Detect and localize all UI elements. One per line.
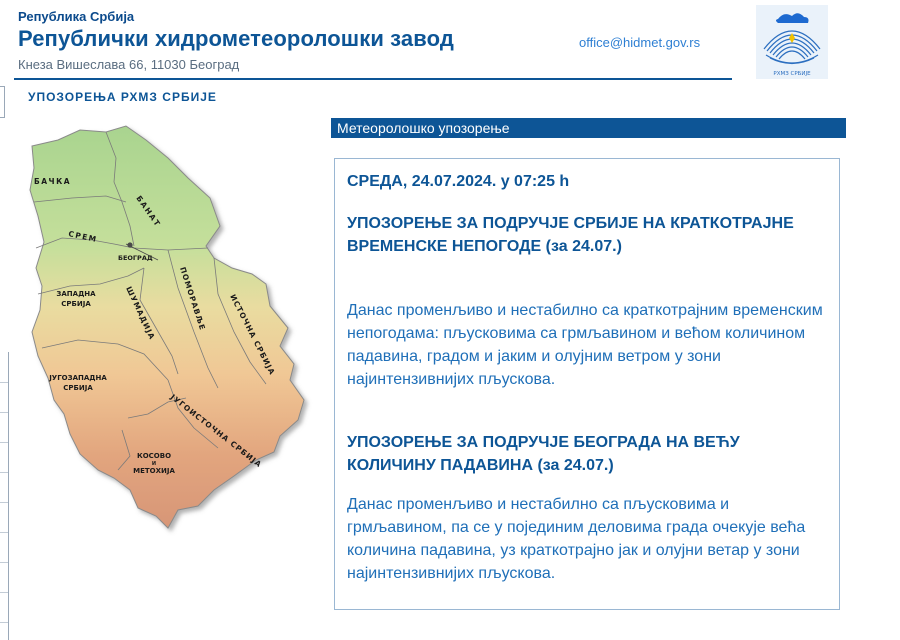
warning-heading-serbia: УПОЗОРЕЊЕ ЗА ПОДРУЧЈЕ СРБИЈЕ НА КРАТКОТРАЈНЕ ВРЕМЕНСКЕ НЕПОГОДЕ (за 24.07.): [347, 215, 794, 255]
logo-caption: РХМЗ СРБИЈЕ: [773, 71, 811, 77]
frame-edge-top: [0, 86, 5, 118]
region-label-kosovo: КОСОВО И МЕТОХИЈА: [133, 452, 175, 475]
institution-address: Кнеза Вишеслава 66, 11030 Београд: [18, 57, 240, 72]
region-label-east: ИСТОЧНА СРБИЈА: [228, 292, 277, 377]
warning-heading-belgrade: УПОЗОРЕЊЕ ЗА ПОДРУЧЈЕ БЕОГРАДА НА ВЕЋУ КОЛИЧИНУ ПАДАВИНА (за 24.07.): [347, 434, 740, 474]
region-label-southwest: ЈУГОЗАПАДНА СРБИЈА: [49, 374, 107, 392]
region-label-banat: БАНАТ: [134, 193, 163, 229]
site-header: [0, 0, 900, 86]
warning-title-bar: Метеоролошко упозорење: [331, 118, 846, 138]
region-label-srem: СРЕМ: [67, 229, 99, 245]
region-label-southeast: ЈУГОИСТОЧНА СРБИЈА: [168, 392, 264, 470]
region-label-belgrade: БЕОГРАД: [118, 254, 153, 262]
warning-text-serbia: Данас променљиво и нестабилно са краткотрајним временским непогодама: пљусковима са грмљавином и већом количином падавина, градом и јаким и олујним ветром у зони најинтензивнијих пљускова.: [347, 302, 823, 388]
region-label-backa: БАЧКА: [34, 177, 72, 186]
warning-text-belgrade: Данас променљиво и нестабилно са пљусковима и грмљавином, па се у појединим деловима града очекује већа количина падавина, уз краткотрајно јак и олујни ветар у зони најинтензивнијих пљускова.: [347, 496, 806, 582]
frame-edge-left: [0, 352, 9, 640]
rhmz-logo-icon[interactable]: [756, 5, 828, 79]
region-label-sumadija: ШУМАДИЈА: [124, 285, 157, 342]
email-link[interactable]: office@hidmet.gov.rs: [579, 35, 701, 50]
section-title: УПОЗОРЕЊА РХМЗ СРБИЈЕ: [28, 90, 217, 104]
region-label-pomoravlje: ПОМОРАВЉЕ: [178, 265, 208, 332]
serbia-regions-map[interactable]: [18, 118, 318, 538]
country-name: Република Србија: [18, 9, 135, 24]
warning-date: СРЕДА, 24.07.2024. у 07:25 h: [347, 173, 570, 190]
header-divider: [14, 78, 732, 80]
region-label-west: ЗАПАДНА СРБИЈА: [56, 290, 96, 308]
institution-name[interactable]: Републички хидрометеоролошки завод: [18, 26, 454, 51]
